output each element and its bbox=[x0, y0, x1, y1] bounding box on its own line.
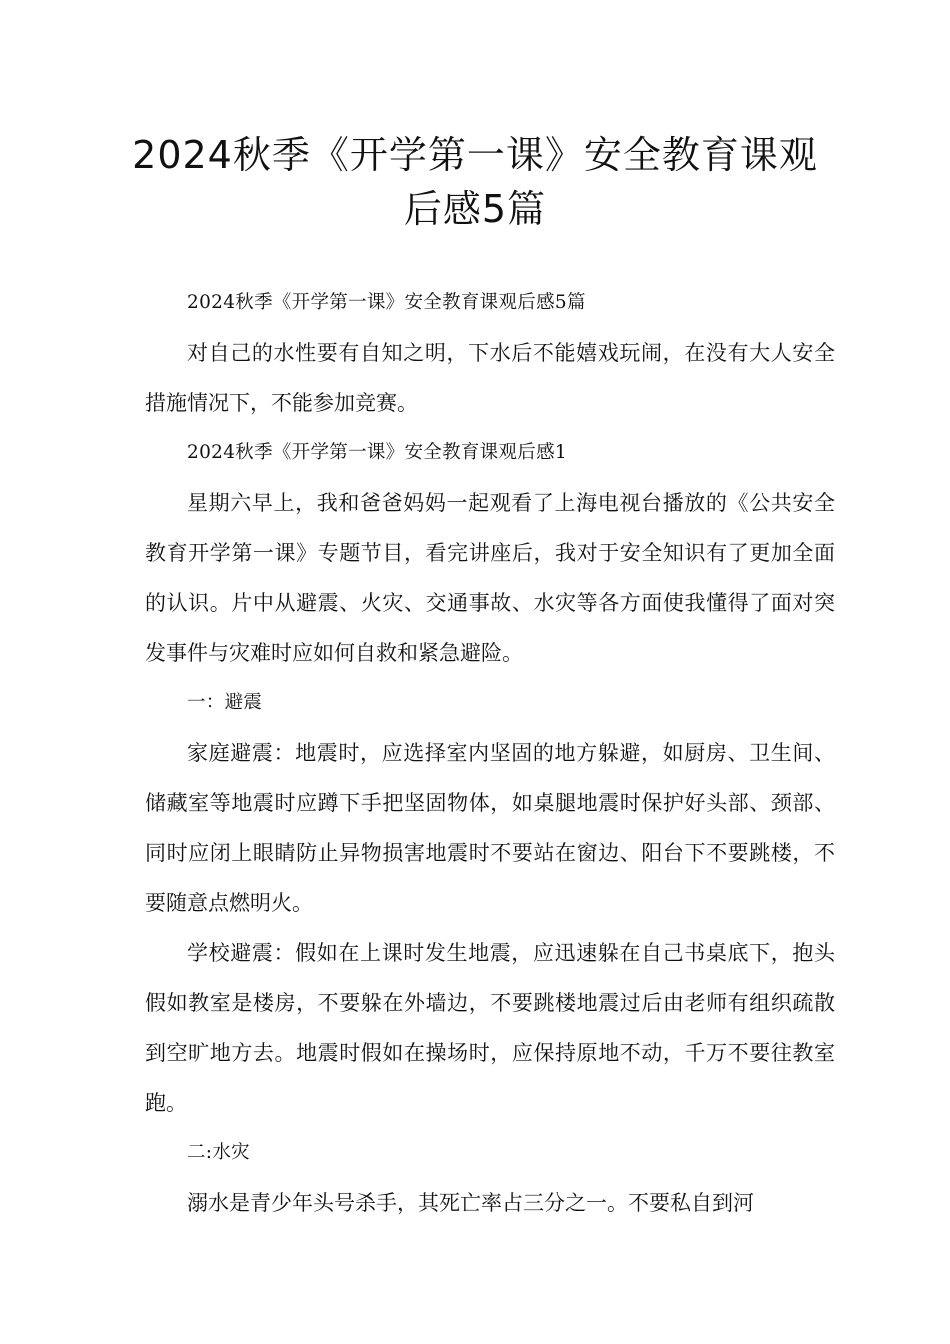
heading-flood: 二:水灾 bbox=[187, 1142, 250, 1163]
paragraph-school-earthquake: 学校避震：假如在上课时发生地震，应迅速躲在自己书桌底下，抱头假如教室是楼房，不要躲在外墙边，不要跳楼地震过后由老师有组织疏散到空旷地方去。地震时假如在操场时，应保持原地不动，千万不要往教室跑。 bbox=[145, 941, 835, 1115]
paragraph-swimming-advice: 对自己的水性要有自知之明，下水后不能嬉戏玩闹，在没有大人安全措施情况下，不能参加竞赛。 bbox=[145, 341, 835, 415]
paragraph-section-heading-1: 2024秋季《开学第一课》安全教育课观后感1 bbox=[187, 442, 567, 463]
document-title bbox=[100, 128, 850, 236]
paragraph-drowning: 溺水是青少年头号杀手，其死亡率占三分之一。不要私自到河 bbox=[187, 1191, 754, 1215]
paragraph-intro: 星期六早上，我和爸爸妈妈一起观看了上海电视台播放的《公共安全教育开学第一课》专题节目，看完讲座后，我对于安全知识有了更加全面的认识。片中从避震、火灾、交通事故、水灾等各方面使我懂得了面对突发事件与灾难时应如何自救和紧急避险。 bbox=[145, 491, 835, 665]
title-line-1: 2024秋季《开学第一课》安全教育课观 bbox=[132, 133, 818, 177]
paragraph-subtitle: 2024秋季《开学第一课》安全教育课观后感5篇 bbox=[187, 292, 586, 313]
title-line-2: 后感5篇 bbox=[403, 187, 547, 231]
document-body bbox=[145, 278, 835, 1228]
paragraph-home-earthquake: 家庭避震：地震时，应选择室内坚固的地方躲避，如厨房、卫生间、储藏室等地震时应蹲下手把坚固物体，如桌腿地震时保护好头部、颈部、同时应闭上眼睛防止异物损害地震时不要站在窗边、阳台下不要跳楼，不要随意点燃明火。 bbox=[145, 741, 835, 915]
heading-earthquake: 一：避震 bbox=[187, 692, 263, 713]
